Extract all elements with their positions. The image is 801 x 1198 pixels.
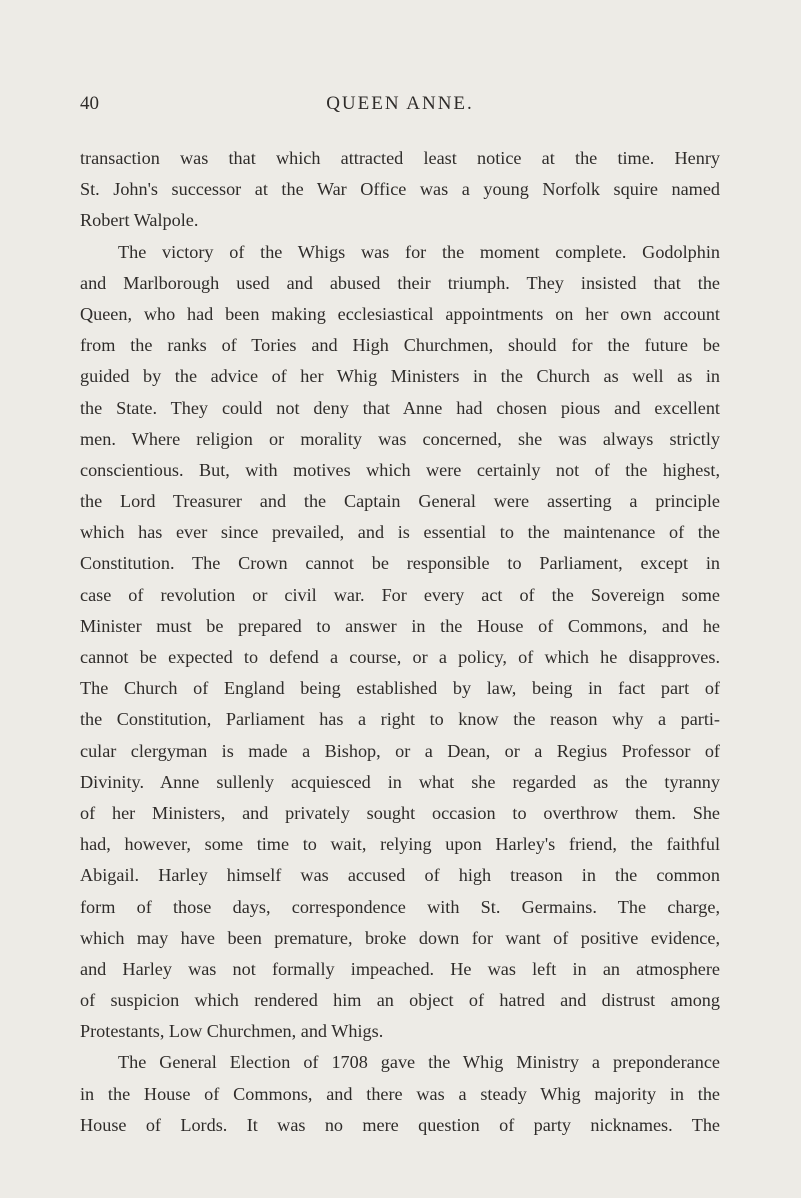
text-line: Constitution. The Crown cannot be responsible to Parliament, except in bbox=[80, 553, 720, 574]
text-line: in the House of Commons, and there was a steady Whig majority in the bbox=[80, 1083, 720, 1104]
text-line: the Lord Treasurer and the Captain General were asserting a principle bbox=[80, 491, 720, 512]
text-line: men. Where religion or morality was concerned, she was always strictly bbox=[80, 428, 720, 449]
text-line: Minister must be prepared to answer in the House of Commons, and he bbox=[80, 615, 720, 636]
text-line: case of revolution or civil war. For every act of the Sovereign some bbox=[80, 584, 720, 605]
text-line: which may have been premature, broke down for want of positive evidence, bbox=[80, 927, 720, 948]
text-line: cannot be expected to defend a course, or a policy, of which he disapproves. bbox=[80, 647, 720, 667]
page-number: 40 bbox=[80, 93, 99, 114]
text-line: Abigail. Harley himself was accused of high treason in the common bbox=[80, 865, 720, 886]
text-line: the State. They could not deny that Anne had chosen pious and excellent bbox=[80, 397, 720, 418]
text-line: Queen, who had been making ecclesiastical appointments on her own account bbox=[80, 303, 720, 324]
body-text bbox=[80, 143, 720, 1141]
text-line: and Harley was not formally impeached. He was left in an atmosphere bbox=[80, 958, 720, 979]
text-line: The victory of the Whigs was for the moment complete. Godolphin bbox=[118, 241, 720, 262]
text-line: St. John's successor at the War Office was a young Norfolk squire named bbox=[80, 179, 720, 200]
text-line: House of Lords. It was no mere question of party nicknames. The bbox=[80, 1114, 720, 1135]
text-line: The Church of England being established by law, being in fact part of bbox=[80, 678, 720, 699]
text-line: of suspicion which rendered him an object of hatred and distrust among bbox=[80, 990, 720, 1011]
text-line: which has ever since prevailed, and is essential to the maintenance of the bbox=[80, 522, 720, 543]
text-line: Divinity. Anne sullenly acquiesced in what she regarded as the tyranny bbox=[80, 771, 720, 792]
text-line: Robert Walpole. bbox=[80, 210, 199, 231]
text-line: transaction was that which attracted least notice at the time. Henry bbox=[80, 148, 720, 168]
text-line: guided by the advice of her Whig Ministers in the Church as well as in bbox=[80, 366, 720, 387]
text-line: conscientious. But, with motives which were certainly not of the highest, bbox=[80, 459, 720, 480]
text-line: and Marlborough used and abused their triumph. They insisted that the bbox=[80, 272, 720, 293]
text-line: of her Ministers, and privately sought occasion to overthrow them. She bbox=[80, 802, 720, 823]
text-line: The General Election of 1708 gave the Whig Ministry a preponderance bbox=[118, 1052, 720, 1073]
text-line: form of those days, correspondence with St. Germains. The charge, bbox=[80, 896, 720, 917]
page-header bbox=[80, 93, 720, 123]
text-line: from the ranks of Tories and High Churchmen, should for the future be bbox=[80, 335, 720, 356]
text-line: Protestants, Low Churchmen, and Whigs. bbox=[80, 1021, 384, 1042]
text-line: cular clergyman is made a Bishop, or a Dean, or a Regius Professor of bbox=[80, 740, 720, 761]
text-line: the Constitution, Parliament has a right to know the reason why a parti- bbox=[80, 709, 720, 730]
text-line: had, however, some time to wait, relying upon Harley's friend, the faithful bbox=[80, 834, 720, 855]
running-head: QUEEN ANNE. bbox=[326, 93, 474, 114]
